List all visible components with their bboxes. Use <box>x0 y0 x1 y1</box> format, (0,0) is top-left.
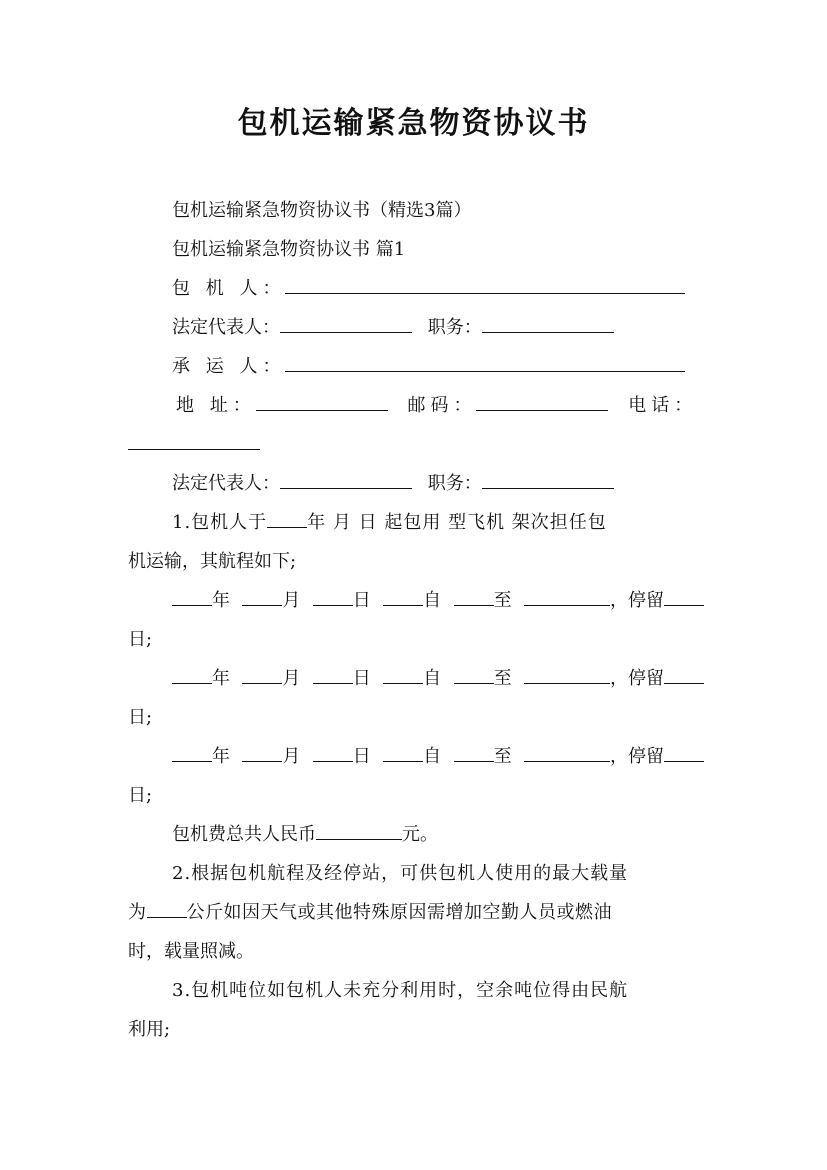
itin-2-blank-dest <box>524 665 610 684</box>
phone-label: 电话： <box>628 395 698 416</box>
itin-1-stay: ，停留 <box>609 590 664 611</box>
clause-2-blank <box>147 899 187 918</box>
itin-1-blank-to <box>454 587 494 606</box>
fee-line <box>128 816 704 854</box>
clause-2-part-b1: 为 <box>128 902 147 923</box>
itin-1-month: 月 <box>282 590 301 611</box>
itin-3-blank-to <box>454 743 494 762</box>
document-title: 包机运输紧急物资协议书 <box>237 106 590 141</box>
itin-1-to: 至 <box>493 590 512 611</box>
itinerary-row-3 <box>128 738 704 776</box>
legal-rep-row-2 <box>128 465 704 503</box>
section-title: 包机运输紧急物资协议书 篇1 <box>172 239 406 260</box>
postcode-blank <box>476 392 608 411</box>
itin-2-to: 至 <box>493 668 512 689</box>
charterer-blank <box>285 275 685 294</box>
itin-2-blank-from <box>383 665 423 684</box>
legal-rep-row-1 <box>128 309 704 347</box>
itin-1-day: 日 <box>352 590 371 611</box>
itin-1-blank-day <box>313 587 353 606</box>
clause-1-line-2: 机运输，其航程如下; <box>128 551 297 572</box>
itinerary-row-1-end: 日; <box>128 629 153 650</box>
address-row <box>128 387 704 425</box>
clause-2-line-3: 时，载量照减。 <box>128 941 254 962</box>
legal-rep-label-2: 法定代表人： <box>172 473 280 494</box>
itin-1-blank-month <box>242 587 282 606</box>
itin-2-day: 日 <box>352 668 371 689</box>
itin-2-blank-day <box>313 665 353 684</box>
position-label-2: 职务： <box>427 473 482 494</box>
charterer-row <box>128 270 704 308</box>
clause-2-line-2 <box>128 894 704 932</box>
itin-3-blank-day <box>313 743 353 762</box>
address-blank <box>256 392 388 411</box>
position-blank <box>482 314 614 333</box>
fee-part-a: 包机费总共人民币 <box>172 824 316 845</box>
legal-rep-blank-2 <box>280 470 412 489</box>
fee-part-b: 元。 <box>402 824 438 845</box>
itinerary-row-2 <box>128 660 704 698</box>
itin-1-blank-year <box>172 587 212 606</box>
itin-3-blank-year <box>172 743 212 762</box>
itinerary-row-3-end: 日; <box>128 785 153 806</box>
clause-1-blank <box>267 509 307 528</box>
itin-3-month: 月 <box>282 746 301 767</box>
address-label: 地 址： <box>176 395 256 416</box>
position-blank-2 <box>482 470 614 489</box>
itin-3-blank-from <box>383 743 423 762</box>
clause-3-line-1: 3.包机吨位如包机人未充分利用时，空余吨位得由民航 <box>172 980 629 1001</box>
carrier-row <box>128 348 704 386</box>
itin-2-from: 自 <box>423 668 442 689</box>
clause-3-line-2: 利用; <box>128 1019 171 1040</box>
itin-1-year: 年 <box>212 590 230 611</box>
itin-1-blank-dest <box>524 587 610 606</box>
itin-1-from: 自 <box>423 590 442 611</box>
itin-3-from: 自 <box>423 746 442 767</box>
itin-3-to: 至 <box>493 746 512 767</box>
legal-rep-label: 法定代表人： <box>172 317 280 338</box>
phone-blank-row <box>128 426 704 464</box>
fee-blank <box>316 821 402 840</box>
itinerary-row-2-end: 日; <box>128 707 153 728</box>
clause-1-line-1 <box>128 504 704 542</box>
itin-3-blank-dest <box>524 743 610 762</box>
itinerary-row-1 <box>128 582 704 620</box>
legal-rep-blank <box>280 314 412 333</box>
position-label: 职务： <box>427 317 482 338</box>
itin-2-stay: ，停留 <box>609 668 664 689</box>
phone-blank <box>128 431 260 450</box>
itin-2-blank-to <box>454 665 494 684</box>
itin-3-year: 年 <box>212 746 230 767</box>
itin-3-blank-month <box>242 743 282 762</box>
itin-2-blank-stay <box>664 665 704 684</box>
itin-2-blank-month <box>242 665 282 684</box>
itin-3-blank-stay <box>664 743 704 762</box>
itin-2-year: 年 <box>212 668 230 689</box>
carrier-blank <box>285 353 685 372</box>
document-subtitle: 包机运输紧急物资协议书（精选3篇） <box>172 200 472 221</box>
itin-1-blank-stay <box>664 587 704 606</box>
postcode-label: 邮码： <box>407 395 477 416</box>
clause-1-part-a: 1.包机人于 <box>172 512 268 533</box>
itin-2-month: 月 <box>282 668 301 689</box>
clause-2-part-b2: 公斤如因天气或其他特殊原因需增加空勤人员或燃油 <box>186 902 612 923</box>
charterer-label: 包 机 人： <box>172 278 286 299</box>
itin-3-stay: ，停留 <box>609 746 664 767</box>
clause-1-part-b: 年 月 日 起包用 型飞机 架次担任包 <box>307 512 607 533</box>
clause-2-line-1: 2.根据包机航程及经停站，可供包机人使用的最大载量 <box>172 863 629 884</box>
itin-3-day: 日 <box>352 746 371 767</box>
itin-1-blank-from <box>383 587 423 606</box>
itin-2-blank-year <box>172 665 212 684</box>
carrier-label: 承 运 人： <box>172 356 286 377</box>
